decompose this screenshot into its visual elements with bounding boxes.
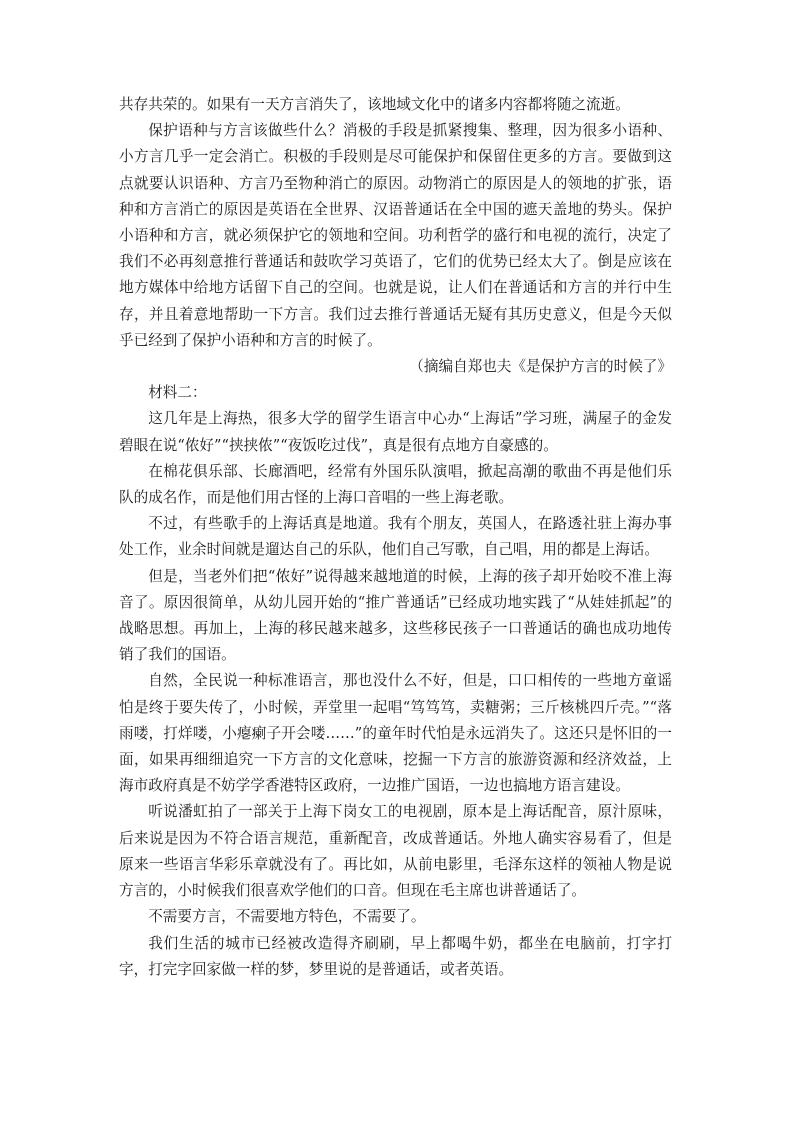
document-page [119, 92, 672, 983]
paragraph-intro-continuation: 共存共荣的。如果有一天方言消失了，该地域文化中的诸多内容都将随之流逝。 [119, 96, 630, 113]
section-heading-material-2: 材料二： [148, 384, 207, 402]
paragraph-children-mandarin: 但是，当老外们把“侬好”说得越来越地道的时候，上海的孩子却开始咬不准上海音了。原因很简单，从幼儿园开始的“推广普通话”已经成功地实践了“从娃娃抓起”的战略思想。再加上，上海的移民越来越多，这些移民孩子一口普通话的确也成功地传销了我们的国语。 [119, 567, 672, 664]
source-citation: （摘编自郑也夫《是保护方言的时候了》 [409, 358, 672, 376]
paragraph-foreign-bands: 在棉花俱乐部、长廊酒吧，经常有外国乐队演唱，掀起高潮的歌曲不再是他们乐队的成名作，而是他们用古怪的上海口音唱的一些上海老歌。 [119, 462, 672, 507]
paragraph-shanghai-fever: 这几年是上海热，很多大学的留学生语言中心办“上海话”学习班，满屋子的金发碧眼在说“侬好”“挟挟侬”“夜饭吃过伐”，真是很有点地方自豪感的。 [119, 410, 672, 454]
paragraph-no-dialect: 不需要方言，不需要地方特色，不需要了。 [148, 908, 426, 926]
paragraph-british-friend: 不过，有些歌手的上海话真是地道。我有个朋友，英国人，在路透社驻上海办事处工作，业余时间就是遛达自己的乐队，他们自己写歌，自己唱，用的都是上海话。 [119, 515, 672, 559]
paragraph-nursery-rhymes: 自然，全民说一种标准语言，那也没什么不好，但是，口口相传的一些地方童谣怕是终于要失传了，小时候，弄堂里一起唱“笃笃笃，卖糖粥；三斤核桃四斤壳。”“落雨喽，打烊喽，小瘪瘌子开会喽……”的童年时代怕是永远消失了。这还只是怀旧的一面，如果再细细追究一下方言的文化意味，挖掘一下方言的旅游资源和经济效益，上海市政府真是不妨学学香港特区政府，一边推广国语，一边也搞地方语言建设。 [119, 672, 672, 795]
paragraph-tv-drama: 听说潘虹拍了一部关于上海下岗女工的电视剧，原本是上海话配音，原汁原味，后来说是因为不符合语言规范，重新配音，改成普通话。外地人确实容易看了，但是原来一些语言华彩乐章就没有了。再比如，从前电影里，毛泽东这样的领袖人物是说方言的，小时候我们很喜欢学他们的口音。但现在毛主席也讲普通话了。 [119, 803, 672, 900]
paragraph-uniform-city: 我们生活的城市已经被改造得齐刷刷，早上都喝牛奶，都坐在电脑前，打字打字，打完字回家做一样的梦，梦里说的是普通话，或者英语。 [119, 934, 672, 978]
paragraph-protection-methods: 保护语种与方言该做些什么？消极的手段是抓紧搜集、整理，因为很多小语种、小方言几乎一定会消亡。积极的手段则是尽可能保护和保留住更多的方言。要做到这点就要认识语种、方言乃至物种消亡的原因。动物消亡的原因是人的领地的扩张，语种和方言消亡的原因是英语在全世界、汉语普通话在全中国的遮天盖地的势头。保护小语种和方言，就必须保护它的领地和空间。功利哲学的盛行和电视的流行，决定了我们不必再刻意推行普通话和鼓吹学习英语了，它们的优势已经太大了。倒是应该在地方媒体中给地方话留下自己的空间。也就是说，让人们在普通话和方言的并行中生存，并且着意地帮助一下方言。我们过去推行普通话无疑有其历史意义，但是今天似乎已经到了保护小语种和方言的时候了。 [119, 122, 672, 349]
